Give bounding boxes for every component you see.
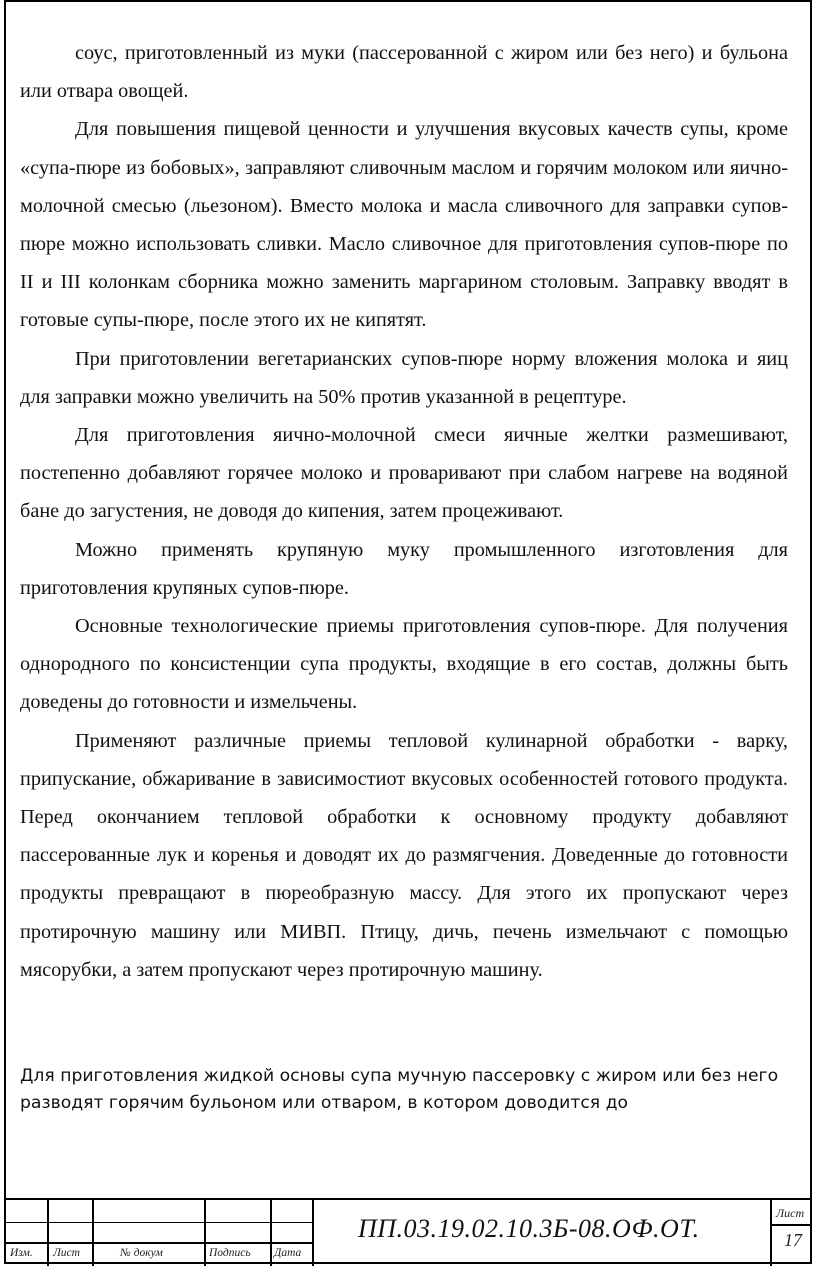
paragraph-4: Для приготовления яично-молочной смеси яичные желтки размешивают, постепенно добавляют горячее молоко и проваривают при слабом нагреве на водяной бане до загустения, не доводя до кипения, затем процеживают. [20,424,788,523]
sans-paragraph: Для приготовления жидкой основы супа мучную пассеровку с жиром или без него разводят горячим бульоном или отваром, в котором доводится до [20,1066,779,1113]
stamp-divider [270,1200,272,1266]
sans-paragraph-block [20,1063,780,1117]
list-label: Лист [53,1247,80,1259]
paragraph-5: Можно применять крупяную муку промышленного изготовления для приготовления крупяных супов-пюре. [20,538,788,599]
document-code: ПП.03.19.02.10.3Б-08.ОФ.ОТ. [358,1214,700,1243]
signature-label: Подпись [209,1247,251,1259]
body-text [20,34,788,989]
sheet-number: 17 [784,1230,802,1250]
paragraph-7: Применяют различные приемы тепловой кулинарной обработки - варку, припускание, обжаривание в зависимостиот вкусовых особенностей готового продукта. Перед окончанием тепловой обработки к основному продукту добавляют пассерованные лук и коренья и доводят их до размягчения. Доведенные до готовности продукты превращают в пюреобразную массу. Для этого их пропускают через протирочную машину или МИВП. Птицу, дичь, печень измельчают с помощью мясорубки, а затем пропускают через протирочную машину. [20,729,788,981]
stamp-row-line [6,1222,312,1223]
sheet-label: Лист [776,1206,805,1220]
paragraph-6: Основные технологические приемы приготовления супов-пюре. Для получения однородного по консистенции супа продукты, входящие в его состав, должны быть доведены до готовности и измельчены. [20,615,788,714]
document-page [4,0,812,1264]
doc-number-label: № докум [120,1247,163,1259]
title-block-stamp [6,1198,810,1266]
date-label: Дата [274,1247,302,1259]
paragraph-1: соус, приготовленный из муки (пассерованной с жиром или без него) и бульона или отвара овощей. [20,42,788,103]
stamp-row-line [6,1242,312,1244]
stamp-divider [204,1200,206,1266]
paragraph-3: При приготовлении вегетарианских супов-пюре норму вложения молока и яиц для заправки можно увеличить на 50% против указанной в рецептуре. [20,347,788,408]
paragraph-2: Для повышения пищевой ценности и улучшения вкусовых качеств супы, кроме «супа-пюре из бобовых», заправляют сливочным маслом и горячим молоком или яично-молочной смесью (льезоном). Вместо молока и масла сливочного для заправки супов-пюре можно использовать сливки. Масло сливочное для приготовления супов-пюре по II и III колонкам сборника можно заменить маргарином столовым. Заправку вводят в готовые супы-пюре, после этого их не кипятят. [20,118,788,332]
izm-label: Изм. [10,1247,33,1259]
stamp-divider [312,1200,314,1266]
stamp-divider [92,1200,94,1266]
stamp-divider [47,1200,49,1266]
